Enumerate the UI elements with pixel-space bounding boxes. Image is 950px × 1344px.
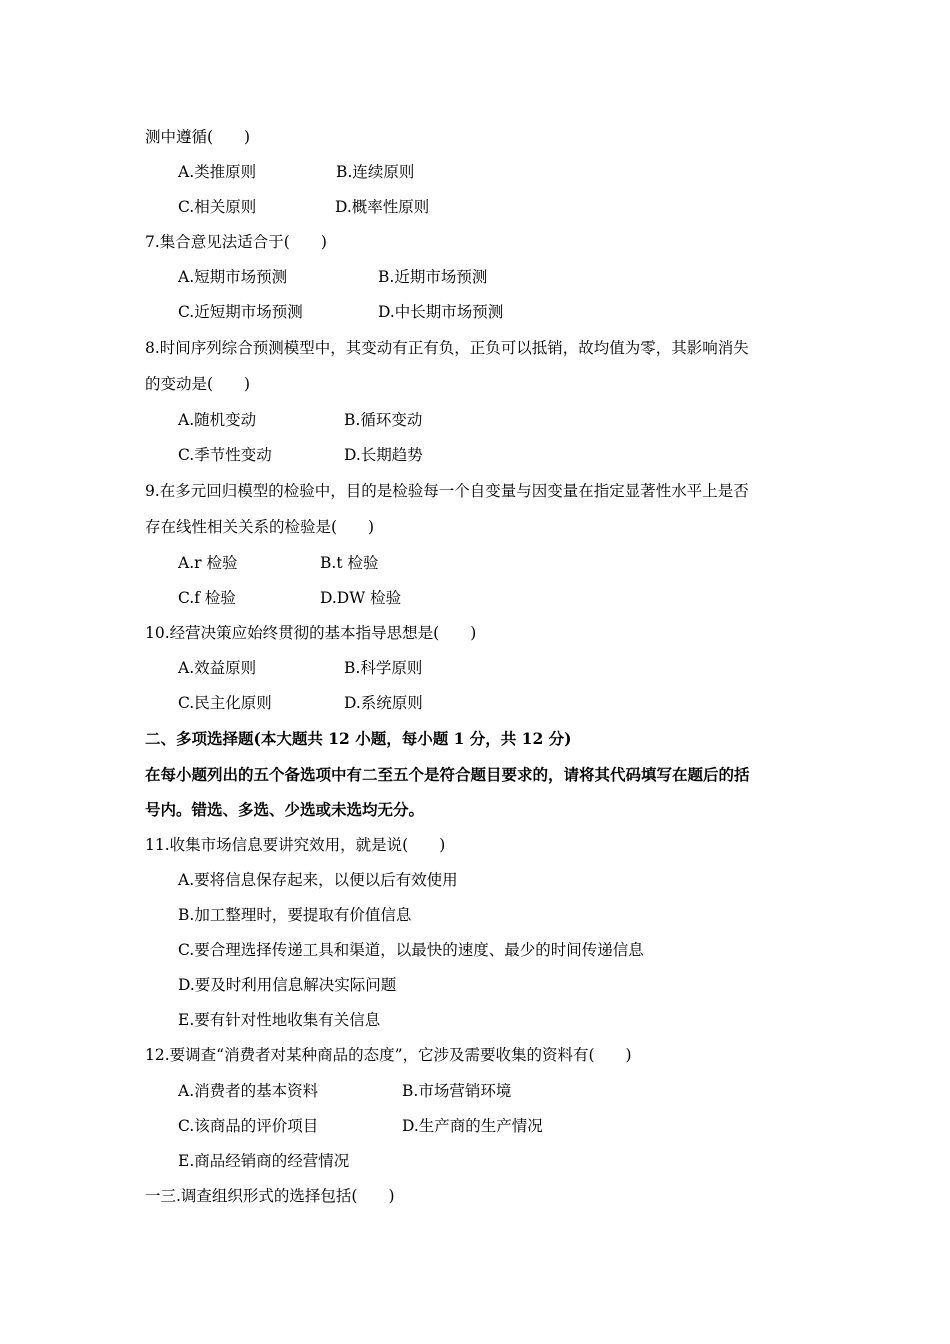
q12-stem: 12.要调查“消费者对某种商品的态度”，它涉及需要收集的资料有( ) (145, 1046, 632, 1064)
q11-stem: 11.收集市场信息要讲究效用，就是说( ) (145, 836, 446, 854)
q13-stem: 一三.调查组织形式的选择包括( ) (145, 1187, 395, 1205)
q7-option-a: A.短期市场预测 (178, 268, 288, 286)
q6-option-d: D.概率性原则 (335, 198, 430, 216)
q7-option-d: D.中长期市场预测 (378, 303, 504, 321)
q8-stem-line1: 8.时间序列综合预测模型中，其变动有正有负，正负可以抵销，故均值为零，其影响消失 (145, 339, 749, 357)
q9-option-c: C.f 检验 (178, 589, 236, 607)
q12-option-a: A.消费者的基本资料 (178, 1082, 319, 1100)
q8-stem-line2: 的变动是( ) (145, 375, 251, 393)
q9-stem-line1: 9.在多元回归模型的检验中，目的是检验每一个自变量与因变量在指定显著性水平上是否 (145, 482, 749, 500)
q6-option-a: A.类推原则 (178, 163, 257, 181)
q6-option-b: B.连续原则 (336, 163, 415, 181)
q8-option-d: D.长期趋势 (344, 446, 423, 464)
q8-option-c: C.季节性变动 (178, 446, 272, 464)
q11-option-c: C.要合理选择传递工具和渠道，以最快的速度、最少的时间传递信息 (178, 941, 644, 959)
section2-instructions-line1: 在每小题列出的五个备选项中有二至五个是符合题目要求的，请将其代码填写在题后的括 (145, 765, 750, 784)
q9-option-a: A.r 检验 (178, 554, 238, 572)
q8-option-b: B.循环变动 (344, 411, 423, 429)
q11-option-d: D.要及时利用信息解决实际问题 (178, 976, 397, 994)
q12-option-b: B.市场营销环境 (402, 1082, 512, 1100)
q10-option-a: A.效益原则 (178, 659, 257, 677)
q6-option-c: C.相关原则 (178, 198, 257, 216)
q12-option-c: C.该商品的评价项目 (178, 1117, 319, 1135)
q9-option-d: D.DW 检验 (320, 589, 402, 607)
q12-option-e: E.商品经销商的经营情况 (178, 1152, 350, 1170)
q10-option-d: D.系统原则 (344, 694, 423, 712)
q10-stem: 10.经营决策应始终贯彻的基本指导思想是( ) (145, 624, 477, 642)
q11-option-e: E.要有针对性地收集有关信息 (178, 1011, 381, 1029)
q7-option-b: B.近期市场预测 (378, 268, 488, 286)
q10-option-b: B.科学原则 (344, 659, 423, 677)
section2-title: 二、多项选择题(本大题共 12 小题，每小题 1 分，共 12 分) (145, 729, 572, 748)
q7-option-c: C.近短期市场预测 (178, 303, 303, 321)
q9-stem-line2: 存在线性相关关系的检验是( ) (145, 518, 375, 536)
q6-stem-continuation: 测中遵循( ) (145, 128, 251, 146)
q8-option-a: A.随机变动 (178, 411, 257, 429)
q11-option-b: B.加工整理时，要提取有价值信息 (178, 906, 412, 924)
q10-option-c: C.民主化原则 (178, 694, 272, 712)
q7-stem: 7.集合意见法适合于( ) (145, 233, 327, 251)
q9-option-b: B.t 检验 (320, 554, 379, 572)
q12-option-d: D.生产商的生产情况 (402, 1117, 543, 1135)
section2-instructions-line2: 号内。错选、多选、少选或未选均无分。 (145, 800, 425, 819)
q11-option-a: A.要将信息保存起来，以便以后有效使用 (178, 871, 458, 889)
